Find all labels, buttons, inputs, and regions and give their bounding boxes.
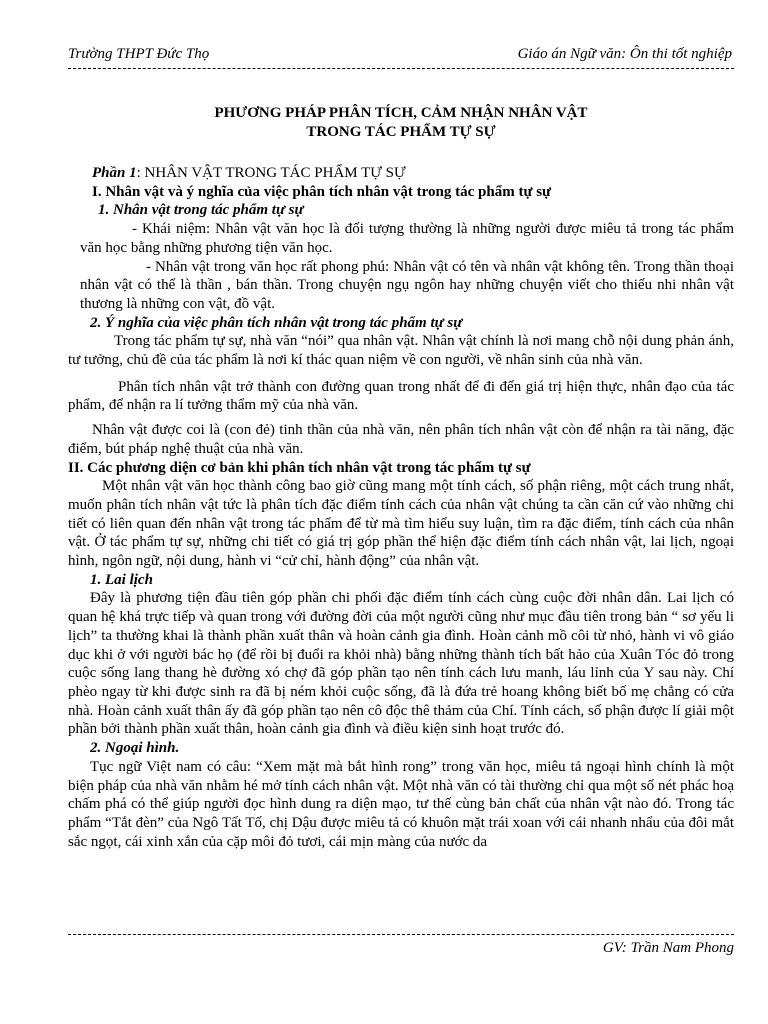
part-heading: [92, 164, 734, 183]
paragraph-6: Một nhân vật văn học thành công bao giờ cũng mang một tính cách, số phận riêng, một cách trung nhất, muốn phân tích nhân vật tức là phân tích đặc điểm tính cách của nhân vật chúng ta cần căn cứ vào những chi tiết có liên quan đến nhân vật trong tác phẩm để từ mà tìm hiểu suy luận, tìm ra đặc điểm, tính cách của nhân vật. Ở tác phẩm tự sự, những chi tiết có giá trị góp phần thể hiện đặc điểm tính cách nhân vật, lai lịch, ngoại hình, ngôn ngữ, nội dung, hành vi “cử chỉ, hành động” của nhân vật.: [68, 478, 734, 570]
paragraph-2: - Nhân vật trong văn học rất phong phú: Nhân vật có tên và nhân vật không tên. Trong thần thoại nhân vật có thể là thần , bán thần. Trong chuyện ngụ ngôn hay những chuyện viết cho thiếu nhi nhân vật thương là những con vật, đồ vật.: [80, 258, 734, 312]
paragraph-8: Tục ngữ Việt nam có câu: “Xem mặt mà bắt hình rong” trong văn học, miêu tả ngoại hình chính là một biện pháp của nhà văn nhằm hé mở tính cách nhân vật. Một nhà văn có tài thường chỉ qua một số nét phác hoạ chấm phá có thể giúp người đọc hình dung ra diện mạo, tư thế cùng bản chất của nhân vật nào đó. Trong tác phẩm “Tắt đèn” của Ngô Tất Tố, chị Dậu được miêu tả có khuôn mặt trái xoan với cái nhanh nhẩu của đôi mắt sắc ngọt, cái xinh xắn của cặp môi đỏ tươi, cái mịn màng của nước da: [68, 758, 734, 850]
header-divider: [68, 68, 734, 69]
section-heading-1: I. Nhân vật và ý nghĩa của việc phân tích nhân vật trong tác phẩm tự sự: [92, 183, 552, 200]
page-header: [68, 46, 734, 66]
header-school: Trường THPT Đức Thọ: [68, 46, 210, 62]
subheading-1: 1. Nhân vật trong tác phẩm tự sự: [98, 202, 304, 219]
paragraph-1: - Khái niệm: Nhân vật văn học là đối tượng thường là những người được miêu tả trong tác phẩm văn học bằng những phương tiện văn học.: [80, 221, 734, 256]
part-label: Phần 1: [92, 165, 137, 181]
doc-title-line-2: TRONG TÁC PHẨM TỰ SỰ: [306, 124, 496, 140]
subheading-2: 2. Ý nghĩa của việc phân tích nhân vật trong tác phẩm tự sự: [90, 314, 463, 331]
footer-divider: [68, 934, 734, 935]
doc-title-line-1: PHƯƠNG PHÁP PHÂN TÍCH, CẢM NHẬN NHÂN VẬT: [214, 105, 588, 121]
section-heading-2: II. Các phương diện cơ bản khi phân tích nhân vật trong tác phẩm tự sự: [68, 459, 531, 476]
part-title: : NHÂN VẬT TRONG TÁC PHẨM TỰ SỰ: [136, 165, 406, 181]
paragraph-4: Phân tích nhân vật trở thành con đường quan trong nhất để đi đến giá trị hiện thực, nhân đạo của tác phẩm, để nhận ra lí tưởng thẩm mỹ của nhà văn.: [68, 378, 734, 414]
paragraph-3: Trong tác phẩm tự sự, nhà văn “nói” qua nhân vật. Nhân vật chính là nơi mang chỗ nội dung phản ánh, tư tưởng, chủ đề của tác phẩm là nơi kí thác quan niệm về con người, về nhân sinh của nhà văn.: [68, 333, 734, 369]
subheading-3: 1. Lai lịch: [90, 571, 153, 588]
subheading-4: 2. Ngoại hình.: [90, 740, 180, 757]
page-footer: GV: Trần Nam Phong: [602, 940, 734, 956]
header-subject: Giáo án Ngữ văn: Ôn thi tốt nghiệp: [517, 46, 732, 62]
paragraph-7: Đây là phương tiện đầu tiên góp phần chi phối đặc điểm tính cách cùng cuộc đời nhân dân. Lai lịch có quan hệ khá trực tiếp và quan trong với đường đời của một người cũng như mục đầu tiên trong bản “ sơ yếu li lịch” ta thường khai là thành phần xuất thân và hoàn cảnh gia đình. Hoàn cảnh mồ côi từ nhỏ, hành vi vô giáo dục khi ở với người bác họ (để rồi bị đuổi ra khỏi nhà) bằng những thành tích bất hảo của Xuân Tóc đỏ trong cuộc sống lang thang hè đường xó chợ đã góp phần tạo nên tính cách lưu manh, láu lỉnh của Y sau này. Chí phèo ngay từ khi được sinh ra đã bị ném khỏi cuộc sống, đã là đứa trẻ hoang không biết bố mẹ chẳng có cửa nhà. Hoàn cảnh xuất thân ấy đã góp phần tạo nên cô độc thê thảm của Chí. Tính cách, số phận được lí giải một phần bởi thành phần xuất thân, hoàn cảnh gia đình và điều kiện sinh hoạt trước đó.: [68, 590, 734, 738]
document-body: [68, 104, 734, 851]
paragraph-5: Nhân vật được coi là (con đẻ) tinh thần của nhà văn, nên phân tích nhân vật còn để nhận ra tài năng, đặc điểm, bút pháp nghệ thuật của nhà văn.: [68, 422, 734, 457]
